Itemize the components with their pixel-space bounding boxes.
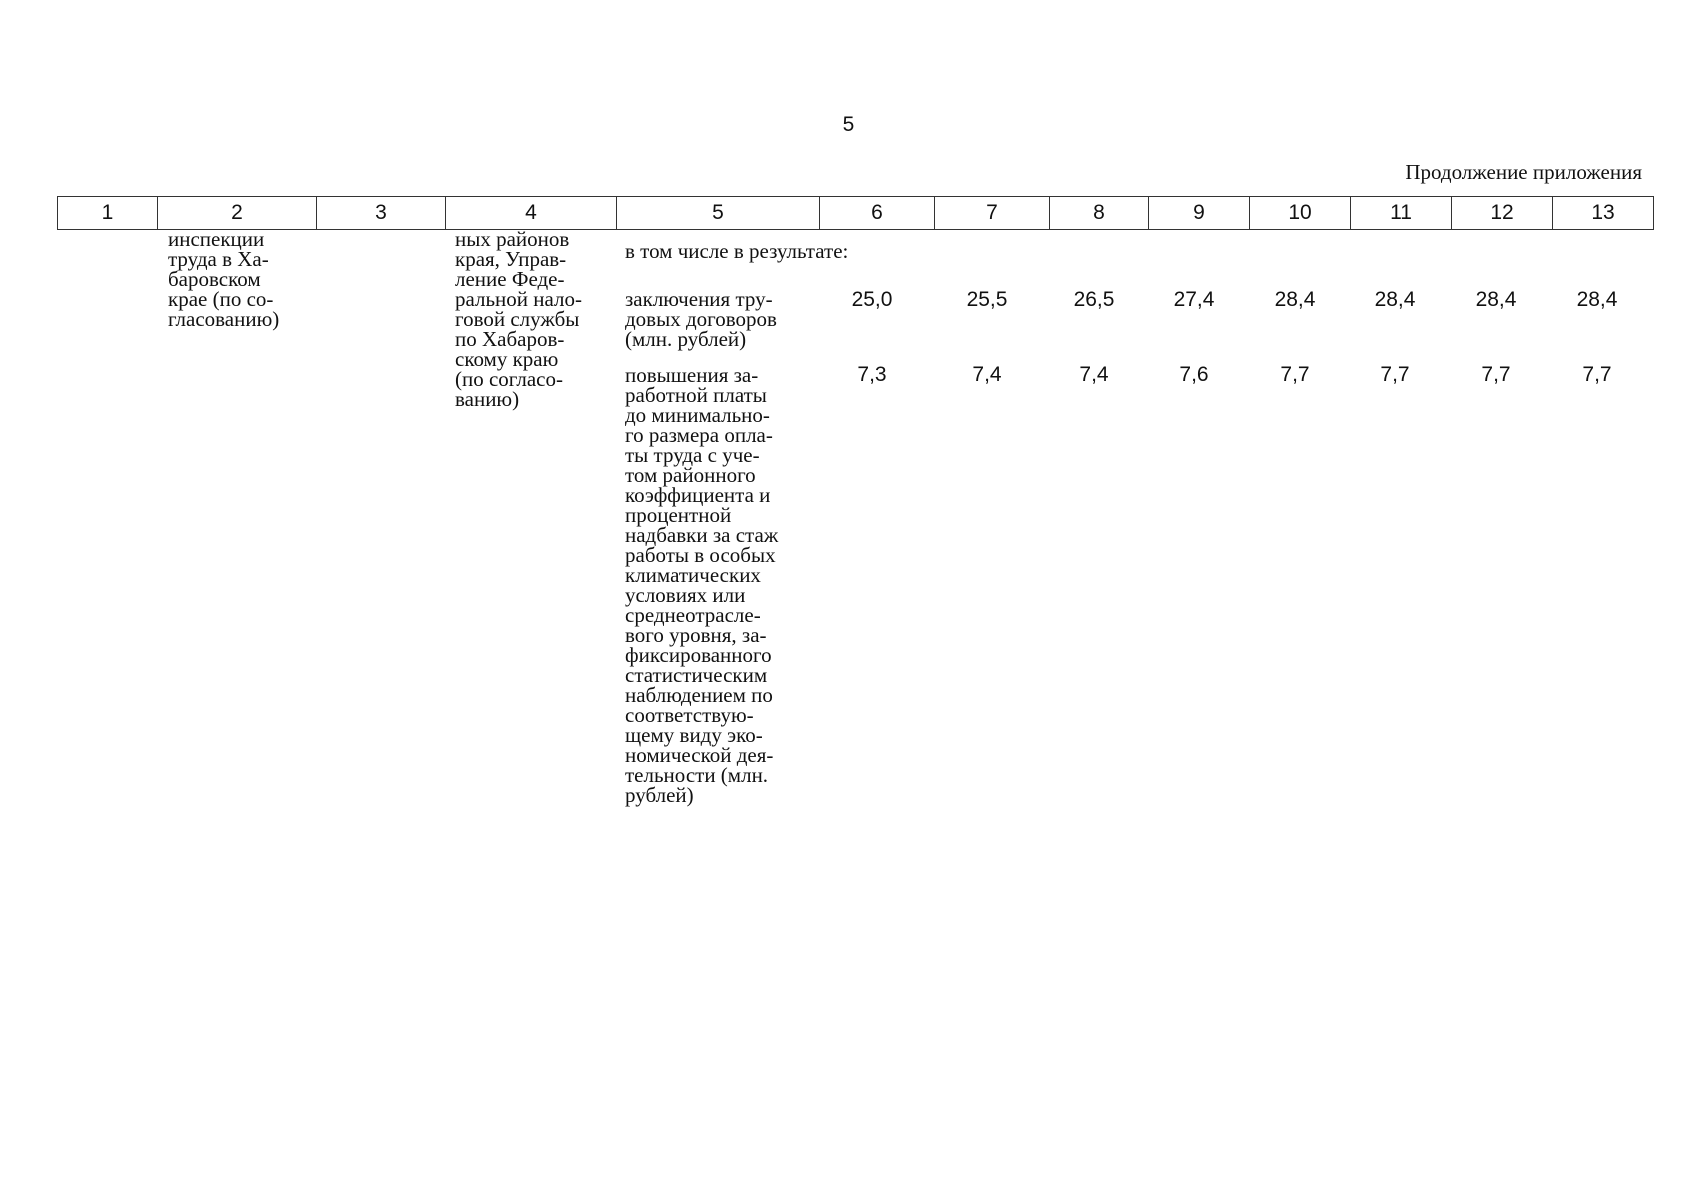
col4-responsible-text: ных районов края, Управ- ление Феде- ральной нало- говой службы по Хабаров- скому краю (по согласо- ванию) [455,227,583,411]
continuation-label: Продолжение приложения [1405,160,1642,184]
value-cell: 27,4 [1173,288,1215,311]
column-header: 10 [1250,197,1351,230]
column-header: 4 [446,197,617,230]
page-number: 5 [842,113,855,136]
section-label: в том числе в результате: [625,239,849,263]
value-cell: 7,7 [1481,363,1511,386]
value-cell: 26,5 [1073,288,1115,311]
value-cell: 7,7 [1380,363,1410,386]
value-cell: 25,0 [851,288,893,311]
value-cell: 7,6 [1179,363,1209,386]
value-cell: 28,4 [1576,288,1618,311]
value-cell: 28,4 [1274,288,1316,311]
value-cell: 7,7 [1582,363,1612,386]
column-header: 5 [617,197,820,230]
column-header: 3 [317,197,446,230]
row-label: повышения за- работной платы до минимально- го размера опла- ты труда с уче- том районного коэффициента и процентной надбавки за стаж работы в особых климатических условиях или среднеотрасле- вого уровня, за- фиксированного статистическим наблюдением по соответствую- щему виду эко- номической дея- тельности (млн. рублей) [625,363,779,807]
column-header: 6 [820,197,935,230]
column-header: 1 [58,197,158,230]
column-header: 9 [1149,197,1250,230]
value-cell: 7,7 [1280,363,1310,386]
column-header: 7 [935,197,1050,230]
value-cell: 25,5 [966,288,1008,311]
value-cell: 7,4 [972,363,1002,386]
column-header: 2 [158,197,317,230]
value-cell: 7,4 [1079,363,1109,386]
column-header: 8 [1050,197,1149,230]
value-cell: 28,4 [1475,288,1517,311]
column-header: 11 [1351,197,1452,230]
column-header: 13 [1553,197,1654,230]
column-header-row [57,196,1654,230]
value-cell: 7,3 [857,363,887,386]
row-label: заключения тру- довых договоров (млн. рублей) [625,287,777,351]
value-cell: 28,4 [1374,288,1416,311]
col2-responsible-text: инспекции труда в Ха- баровском крае (по со- гласованию) [168,227,280,331]
column-header: 12 [1452,197,1553,230]
